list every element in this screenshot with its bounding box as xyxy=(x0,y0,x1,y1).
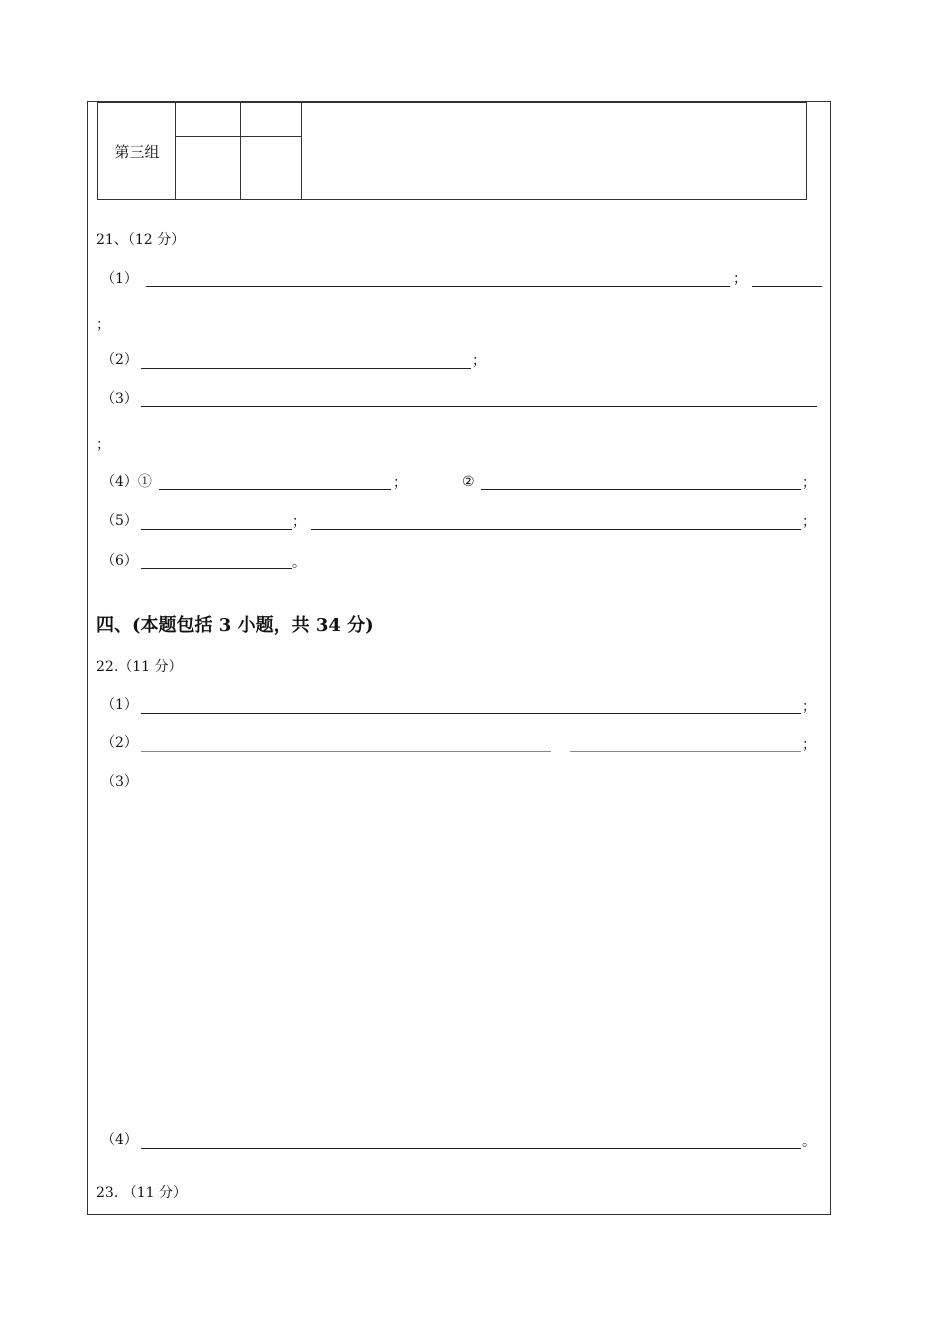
section-4-title: 四、(本题包括 3 小题，共 34 分) xyxy=(96,615,374,636)
answer-sheet-frame xyxy=(87,101,831,1215)
table-row-divider xyxy=(175,136,301,137)
q21-part2-label: （2） xyxy=(101,352,138,368)
q21-part6-label: （6） xyxy=(101,553,138,569)
q22-part4-end: 。 xyxy=(802,1134,816,1150)
q22-part2-blank-a[interactable] xyxy=(141,751,551,752)
q21-part5-separator: ； xyxy=(292,514,306,530)
q22-part1-label: （1） xyxy=(101,697,138,713)
q22-part4-blank[interactable] xyxy=(141,1148,801,1149)
q21-part1-separator: ； xyxy=(733,271,747,287)
q21-part4-end: ； xyxy=(802,475,816,491)
q21-part2-blank[interactable] xyxy=(141,368,471,369)
q21-part3-label: （3） xyxy=(101,391,138,407)
q21-part5-blank-a[interactable] xyxy=(141,529,292,530)
q21-part6-end: 。 xyxy=(292,555,306,571)
q21-part1-blank-a[interactable] xyxy=(146,286,730,287)
q21-part4-label: （4）① xyxy=(101,474,152,490)
group-label: 第三组 xyxy=(114,142,160,161)
q22-part4-label: （4） xyxy=(101,1132,138,1148)
q22-part2-label: （2） xyxy=(101,735,138,751)
q21-part3-end: ； xyxy=(96,437,110,453)
q22-part3-label: （3） xyxy=(101,774,138,790)
table-divider xyxy=(175,103,176,199)
q21-part2-end: ； xyxy=(472,353,486,369)
table-divider xyxy=(240,103,241,199)
q21-part1-end: ； xyxy=(96,317,110,333)
q21-part5-end: ； xyxy=(802,514,816,530)
q23-header: 23. （11 分） xyxy=(96,1185,187,1201)
q22-part2-blank-b[interactable] xyxy=(570,751,801,752)
q21-part5-label: （5） xyxy=(101,513,138,529)
q21-part4-separator: ； xyxy=(393,475,407,491)
table-divider xyxy=(301,103,302,199)
q21-part4-blank-1[interactable] xyxy=(159,489,391,490)
q21-part4-mark2: ② xyxy=(462,474,475,490)
q22-part1-blank[interactable] xyxy=(141,713,801,714)
q22-part2-end: ； xyxy=(802,737,816,753)
q21-part6-blank[interactable] xyxy=(141,568,292,569)
q21-part1-label: （1） xyxy=(101,271,138,287)
q21-part4-blank-2[interactable] xyxy=(481,489,801,490)
group-table xyxy=(97,102,807,200)
q21-part5-blank-b[interactable] xyxy=(311,529,801,530)
q22-header: 22.（11 分） xyxy=(96,659,183,675)
q21-part3-blank[interactable] xyxy=(141,406,817,407)
q21-header: 21、（12 分） xyxy=(96,232,186,248)
q21-part1-blank-b[interactable] xyxy=(752,286,822,287)
q22-part1-end: ； xyxy=(802,699,816,715)
